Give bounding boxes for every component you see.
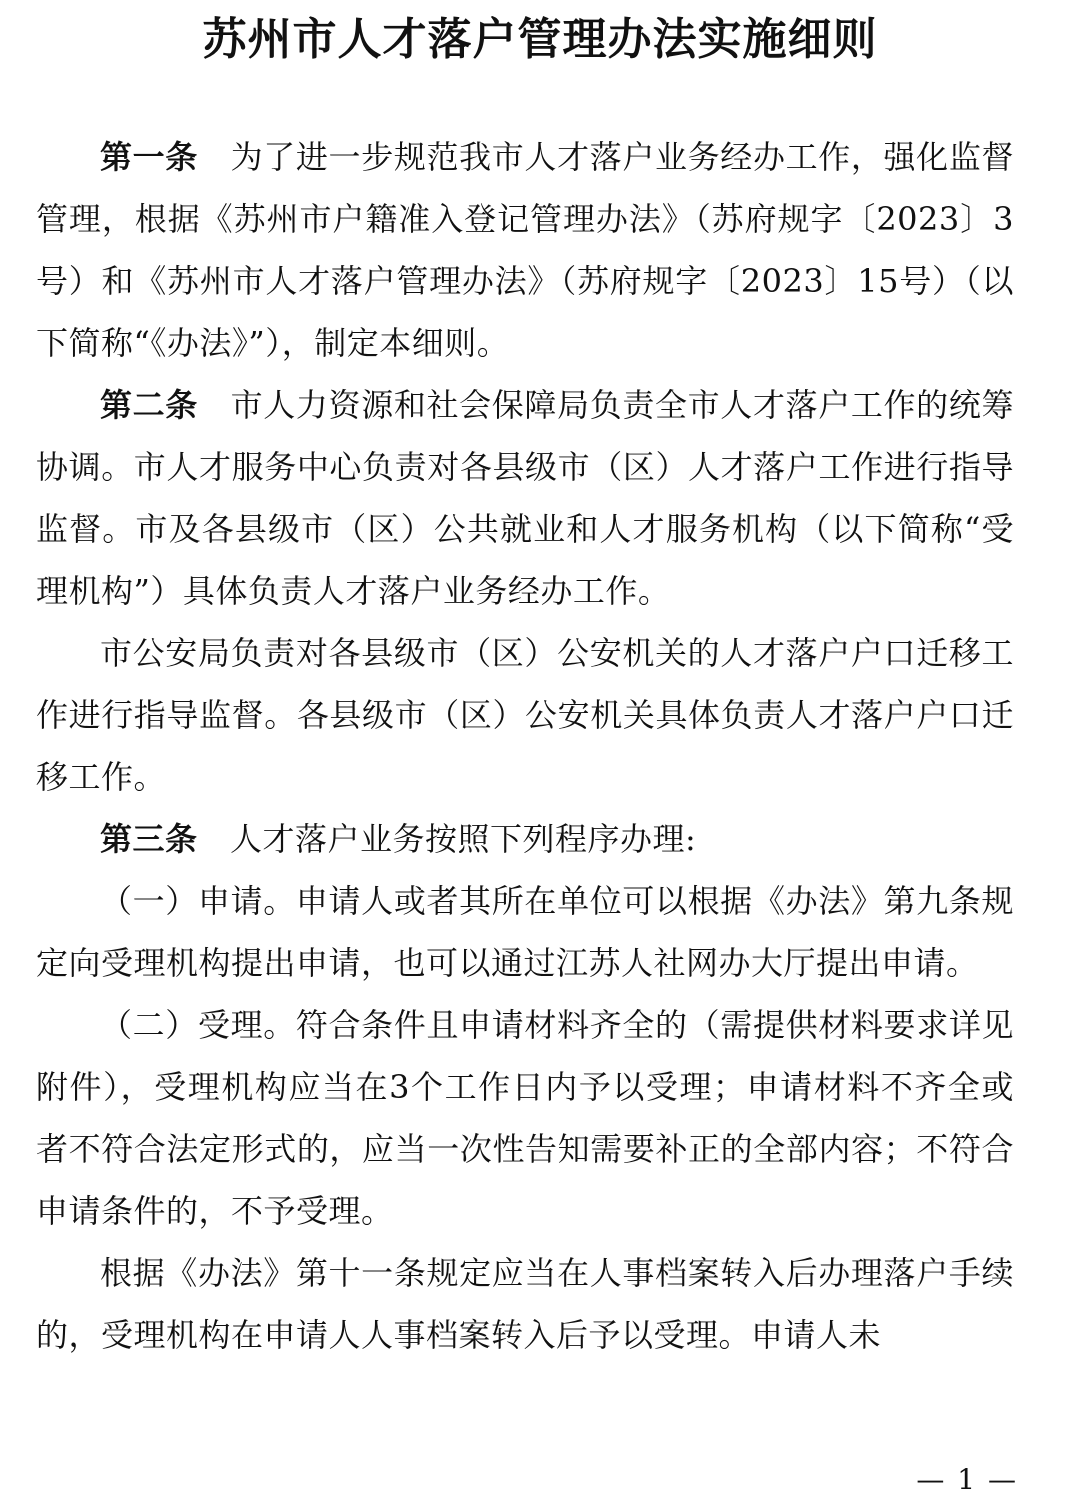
article-1-paragraph [36,126,1014,374]
article-1-text: 为了进一步规范我市人才落户业务经办工作，强化监督管理，根据《苏州市户籍准入登记管理办法》（苏府规字〔2023〕3号）和《苏州市人才落户管理办法》（苏府规字〔2023〕15号）（以下简称“《办法》”），制定本细则。 [36,138,1014,362]
document-title: 苏州市人才落户管理办法实施细则 [202,14,878,65]
article-3-paragraph [36,808,1014,870]
article-3-item-2-text: （二）受理。符合条件且申请材料齐全的（需提供材料要求详见附件），受理机构应当在3个工作日内予以受理；申请材料不齐全或者不符合法定形式的，应当一次性告知需要补正的全部内容；不符合申请条件的，不予受理。 [36,1006,1014,1230]
article-3-item-1-text: （一）申请。申请人或者其所在单位可以根据《办法》第九条规定向受理机构提出申请，也可以通过江苏人社网办大厅提出申请。 [36,882,1014,982]
article-3-label: 第三条 [100,820,198,858]
article-3-item-2 [36,994,1014,1242]
article-3-text: 人才落户业务按照下列程序办理: [230,820,697,858]
article-2-text: 市人力资源和社会保障局负责全市人才落户工作的统筹协调。市人才服务中心负责对各县级市（区）人才落户工作进行指导监督。市及各县级市（区）公共就业和人才服务机构（以下简称“受理机构”）具体负责人才落户业务经办工作。 [36,386,1014,610]
article-1-label: 第一条 [100,138,198,176]
article-3-continuation [36,1242,1014,1366]
page-number: — 1 — [916,1463,1018,1496]
article-3-item-1 [36,870,1014,994]
article-2-subparagraph [36,622,1014,808]
article-2-paragraph [36,374,1014,622]
article-2-sub-text: 市公安局负责对各县级市（区）公安机关的人才落户户口迁移工作进行指导监督。各县级市（区）公安机关具体负责人才落户户口迁移工作。 [36,634,1014,796]
article-2-label: 第二条 [100,386,198,424]
document-body [36,126,1014,1366]
article-3-continuation-text: 根据《办法》第十一条规定应当在人事档案转入后办理落户手续的，受理机构在申请人人事档案转入后予以受理。申请人未 [36,1254,1014,1354]
